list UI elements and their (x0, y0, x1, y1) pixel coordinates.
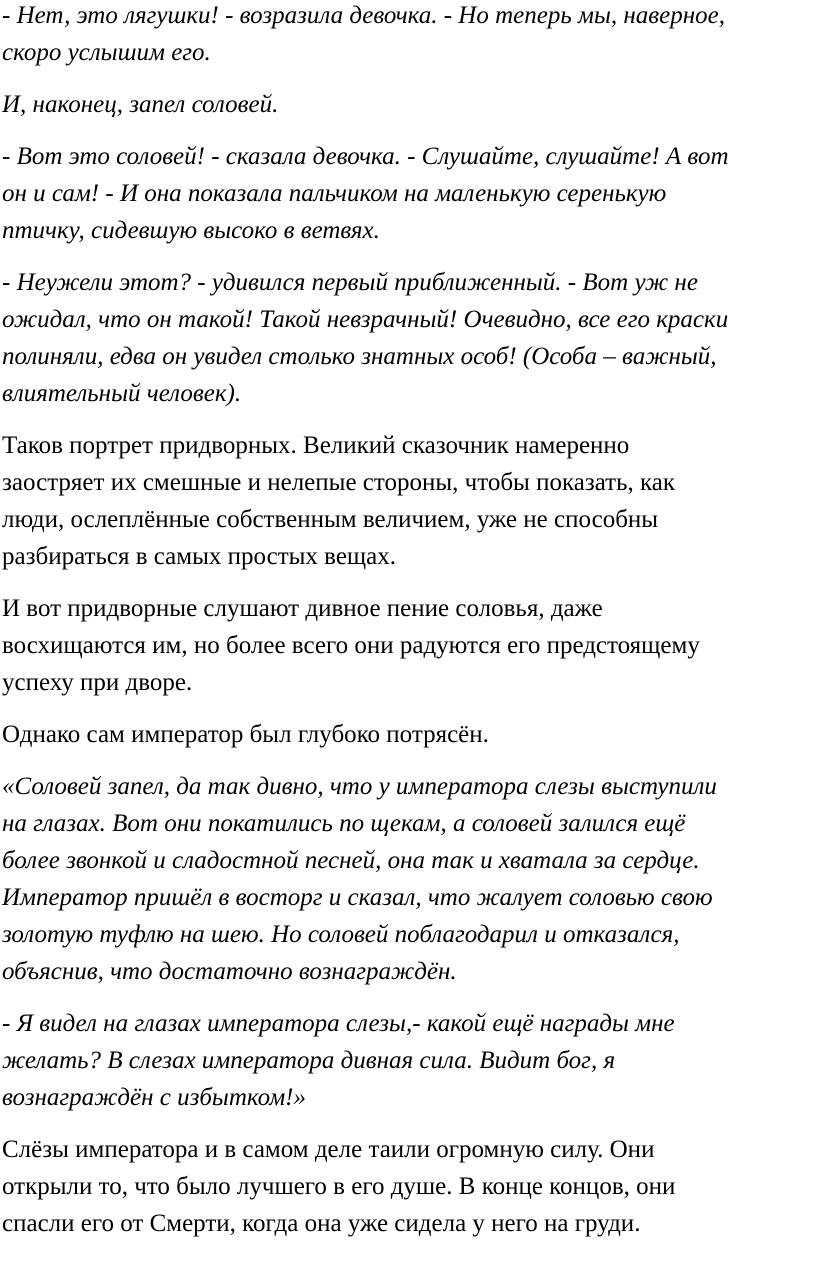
text-line: на глазах. Вот они покатились по щекам, а соловей залился ещё (2, 810, 686, 837)
text-line: вознаграждён с избытком!» (2, 1084, 306, 1111)
paragraph-8 (2, 768, 816, 990)
paragraph-2 (2, 86, 816, 123)
text-line: восхищаются им, но более всего они радуются его предстоящему (2, 632, 700, 659)
paragraph-10 (2, 1131, 816, 1242)
paragraph-6 (2, 590, 816, 701)
text-line: разбираться в самых простых вещах. (2, 543, 397, 570)
text-line: птичку, сидевшую высоко в ветвях. (2, 217, 380, 244)
text-line: влиятельный человек). (2, 380, 242, 407)
text-line: объяснив, что достаточно вознаграждён. (2, 958, 457, 985)
text-line: И вот придворные слушают дивное пение соловья, даже (2, 595, 603, 622)
text-line: Слёзы императора и в самом деле таили огромную силу. Они (2, 1136, 655, 1163)
text-line: спасли его от Смерти, когда она уже сидела у него на груди. (2, 1210, 641, 1237)
paragraph-9 (2, 1005, 816, 1116)
text-line: ожидал, что он такой! Такой невзрачный! Очевидно, все его краски (2, 306, 729, 333)
text-line: - Неужели этот? - удивился первый приближенный. - Вот уж не (2, 269, 698, 296)
text-line: скоро услышим его. (2, 39, 211, 66)
text-line: он и сам! - И она показала пальчиком на маленькую серенькую (2, 180, 667, 207)
text-line: - Вот это соловей! - сказала девочка. - Слушайте, слушайте! А вот (2, 143, 729, 170)
text-line: - Нет, это лягушки! - возразила девочка. - Но теперь мы, наверное, (2, 2, 725, 29)
paragraph-1 (2, 0, 816, 71)
text-line: люди, ослеплённые собственным величием, уже не способны (2, 506, 659, 533)
text-line: открыли то, что было лучшего в его душе. В конце концов, они (2, 1173, 676, 1200)
text-line: Однако сам император был глубоко потрясён. (2, 721, 489, 748)
paragraph-4 (2, 264, 816, 412)
text-line: Император пришёл в восторг и сказал, что жалует соловью свою (2, 884, 713, 911)
text-line: «Соловей запел, да так дивно, что у императора слезы выступили (2, 773, 717, 800)
text-line: более звонкой и сладостной песней, она так и хватала за сердце. (2, 847, 700, 874)
text-line: И, наконец, запел соловей. (2, 91, 279, 118)
text-line: полиняли, едва он увидел столько знатных особ! (Особа – важный, (2, 343, 717, 370)
text-line: золотую туфлю на шею. Но соловей поблагодарил и отказался, (2, 921, 680, 948)
text-line: успеху при дворе. (2, 669, 193, 696)
text-line: заостряет их смешные и нелепые стороны, чтобы показать, как (2, 469, 676, 496)
paragraph-3 (2, 138, 816, 249)
text-line: желать? В слезах императора дивная сила. Видит бог, я (2, 1047, 616, 1074)
text-line: Таков портрет придворных. Великий сказочник намеренно (2, 432, 630, 459)
text-line: - Я видел на глазах императора слезы,- какой ещё награды мне (2, 1010, 675, 1037)
paragraph-7 (2, 716, 816, 753)
paragraph-5 (2, 427, 816, 575)
